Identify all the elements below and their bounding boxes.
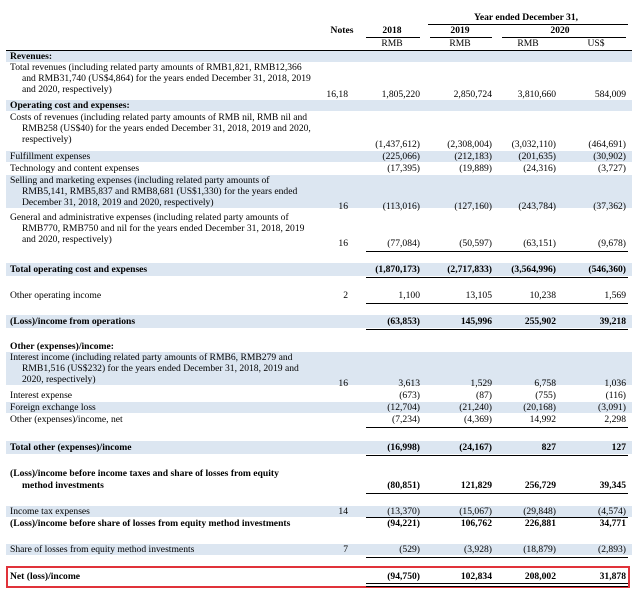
value-usd: 2,298 — [604, 414, 626, 425]
value-2018: 1,805,220 — [381, 89, 420, 100]
value-2018: 3,613 — [398, 378, 420, 389]
total-revenues-label: and RMB31,740 (US$4,864) for the years ended December 31, 2018, 2019 — [22, 73, 311, 84]
value-2019: 145,996 — [460, 316, 492, 327]
value-2020: (63,151) — [523, 238, 556, 249]
value-2018: (16,998) — [387, 442, 420, 453]
value-2018: (529) — [399, 544, 420, 555]
note-ref: 16,18 — [326, 89, 348, 100]
subtotal-rule — [366, 303, 628, 304]
cost-of-revenues-label: respectively) — [22, 134, 72, 145]
value-2019: (24,167) — [459, 442, 492, 453]
share-of-losses-label: Share of losses from equity method investments — [10, 544, 195, 555]
other-operating-income-label: Other operating income — [10, 290, 102, 301]
value-2018: (225,066) — [382, 151, 420, 162]
value-2018: (1,870,173) — [375, 264, 420, 275]
value-usd: (2,893) — [598, 544, 626, 555]
general-admin-label: RMB770, RMB750 and nil for the years ended December 31, 2018, 2019 — [22, 223, 305, 234]
opcost-heading: Operating cost and expenses: — [10, 100, 130, 111]
note-ref: 7 — [343, 544, 348, 555]
year-ended-header: Year ended December 31, — [473, 12, 579, 23]
selling-marketing-label: December 31, 2018, 2019 and 2020, respectively) — [22, 197, 214, 208]
value-2020: (3,564,996) — [511, 264, 556, 275]
value-usd: (546,360) — [588, 264, 626, 275]
value-2018: (1,437,612) — [375, 139, 420, 150]
value-2018: (12,704) — [387, 402, 420, 413]
before-share-label: (Loss)/income before share of losses from equity method investments — [10, 518, 291, 529]
interest-income-label: 2020, respectively) — [22, 374, 96, 385]
value-2018: (7,234) — [392, 414, 420, 425]
value-2018: (77,084) — [387, 238, 420, 249]
currency-usd: US$ — [587, 38, 605, 49]
value-2019: (2,717,833) — [447, 264, 492, 275]
other-net-label: Other (expenses)/income, net — [10, 414, 123, 425]
value-2020: 3,810,660 — [517, 89, 556, 100]
value-usd: 34,771 — [599, 518, 626, 529]
value-2019: (3,928) — [464, 544, 492, 555]
value-2020: 6,758 — [534, 378, 556, 389]
pretax-label: (Loss)/income before income taxes and share of losses from equity — [10, 468, 279, 479]
cost-of-revenues-label: Costs of revenues (including related party amounts of RMB nil, RMB nil and — [10, 112, 308, 123]
technology-label: Technology and content expenses — [10, 163, 140, 174]
value-2018: (94,750) — [387, 571, 420, 582]
currency-2020: RMB — [517, 38, 539, 49]
row-band — [6, 51, 632, 62]
total-revenues-label: Total revenues (including related party amounts of RMB1,821, RMB12,366 — [10, 62, 302, 73]
value-2018: 1,100 — [398, 290, 420, 301]
operations-result-label: (Loss)/income from operations — [10, 316, 136, 327]
value-usd: (30,902) — [593, 151, 626, 162]
value-usd: 39,218 — [599, 316, 626, 327]
value-usd: 1,036 — [604, 378, 626, 389]
value-2020: 10,238 — [529, 290, 556, 301]
interest-income-label: RMB1,516 (US$232) for the years ended December 31, 2018, 2019 and — [22, 363, 299, 374]
note-ref: 16 — [338, 201, 348, 212]
value-usd: 1,569 — [604, 290, 626, 301]
year-2020-header: 2020 — [550, 25, 570, 36]
value-usd: (3,091) — [598, 402, 626, 413]
total-rule — [366, 493, 628, 494]
currency-2019: RMB — [449, 38, 471, 49]
value-2020: (3,032,110) — [511, 139, 556, 150]
value-2019: 121,829 — [460, 480, 492, 491]
income-tax-label: Income tax expenses — [10, 506, 90, 517]
value-2020: 226,881 — [524, 518, 556, 529]
value-usd: (3,727) — [598, 163, 626, 174]
total-other-label: Total other (expenses)/income — [10, 442, 132, 453]
selling-marketing-label: Selling and marketing expenses (including related party amounts of — [10, 175, 270, 186]
value-2020: (18,879) — [523, 544, 556, 555]
value-2019: (21,240) — [459, 402, 492, 413]
double-rule — [366, 583, 628, 587]
value-2019: (212,183) — [454, 151, 492, 162]
selling-marketing-label: RMB5,141, RMB5,837 and RMB8,681 (US$1,330) for the years ended — [22, 186, 298, 197]
subtotal-rule — [366, 557, 628, 558]
value-2018: (113,016) — [382, 201, 420, 212]
value-2020: (24,316) — [523, 163, 556, 174]
subtotal-rule — [366, 251, 628, 252]
value-usd: (9,678) — [598, 238, 626, 249]
note-ref: 14 — [338, 506, 348, 517]
value-2019: (50,597) — [459, 238, 492, 249]
value-2019: 13,105 — [465, 290, 492, 301]
interest-income-label: Interest income (including related party amounts of RMB6, RMB279 and — [10, 352, 293, 363]
value-2018: (80,851) — [387, 480, 420, 491]
value-2020: (29,848) — [523, 506, 556, 517]
value-usd: 584,009 — [594, 89, 626, 100]
value-2018: (673) — [399, 390, 420, 401]
value-usd: 31,878 — [599, 571, 626, 582]
value-2019: (15,067) — [459, 506, 492, 517]
currency-2018: RMB — [381, 38, 403, 49]
value-usd: (464,691) — [588, 139, 626, 150]
value-2018: (94,221) — [387, 518, 420, 529]
general-admin-label: General and administrative expenses (including related party amounts of — [10, 212, 289, 223]
year-2018-header: 2018 — [382, 25, 402, 36]
value-2020: 827 — [541, 442, 556, 453]
value-2019: 1,529 — [470, 378, 492, 389]
note-ref: 16 — [338, 378, 348, 389]
fx-loss-label: Foreign exchange loss — [10, 402, 96, 413]
value-2020: 255,902 — [524, 316, 556, 327]
total-rule — [366, 455, 628, 456]
value-2020: (243,784) — [518, 201, 556, 212]
value-usd: 127 — [611, 442, 626, 453]
year-2019-header: 2019 — [450, 25, 470, 36]
total-rule — [366, 277, 628, 278]
value-2020: (201,635) — [518, 151, 556, 162]
value-2020: (755) — [535, 390, 556, 401]
value-2020: 14,992 — [529, 414, 556, 425]
fulfillment-label: Fulfillment expenses — [10, 151, 91, 162]
value-2020: 256,729 — [524, 480, 556, 491]
total-revenues-label: and 2020, respectively) — [22, 84, 112, 95]
pretax-label: method investments — [22, 480, 104, 491]
notes-header: Notes — [330, 25, 354, 36]
value-2019: 2,850,724 — [453, 89, 492, 100]
net-income-label: Net (loss)/income — [10, 571, 81, 582]
value-2018: (17,395) — [387, 163, 420, 174]
revenues-heading: Revenues: — [10, 51, 53, 62]
value-usd: (4,574) — [598, 506, 626, 517]
value-usd: (37,362) — [593, 201, 626, 212]
value-2019: (4,369) — [464, 414, 492, 425]
value-2020: (20,168) — [523, 402, 556, 413]
value-2019: 106,762 — [460, 518, 492, 529]
value-2019: (87) — [476, 390, 492, 401]
other-heading: Other (expenses)/income: — [10, 341, 114, 352]
interest-expense-label: Interest expense — [10, 390, 73, 401]
value-2019: (127,160) — [454, 201, 492, 212]
general-admin-label: and 2020, respectively) — [22, 234, 112, 245]
note-ref: 2 — [343, 290, 348, 301]
value-2018: (13,370) — [387, 506, 420, 517]
note-ref: 16 — [338, 238, 348, 249]
value-2020: 208,002 — [524, 571, 556, 582]
subtotal-rule — [366, 427, 628, 428]
total-opcost-label: Total operating cost and expenses — [10, 264, 148, 275]
cost-of-revenues-label: RMB258 (US$40) for the years ended December 31, 2018, 2019 and 2020, — [22, 123, 311, 134]
value-2019: (19,889) — [459, 163, 492, 174]
value-2019: 102,834 — [460, 571, 492, 582]
total-rule — [366, 329, 628, 330]
value-usd: (116) — [605, 390, 626, 401]
value-2018: (63,853) — [387, 316, 420, 327]
value-usd: 39,345 — [599, 480, 626, 491]
value-2019: (2,308,004) — [447, 139, 492, 150]
